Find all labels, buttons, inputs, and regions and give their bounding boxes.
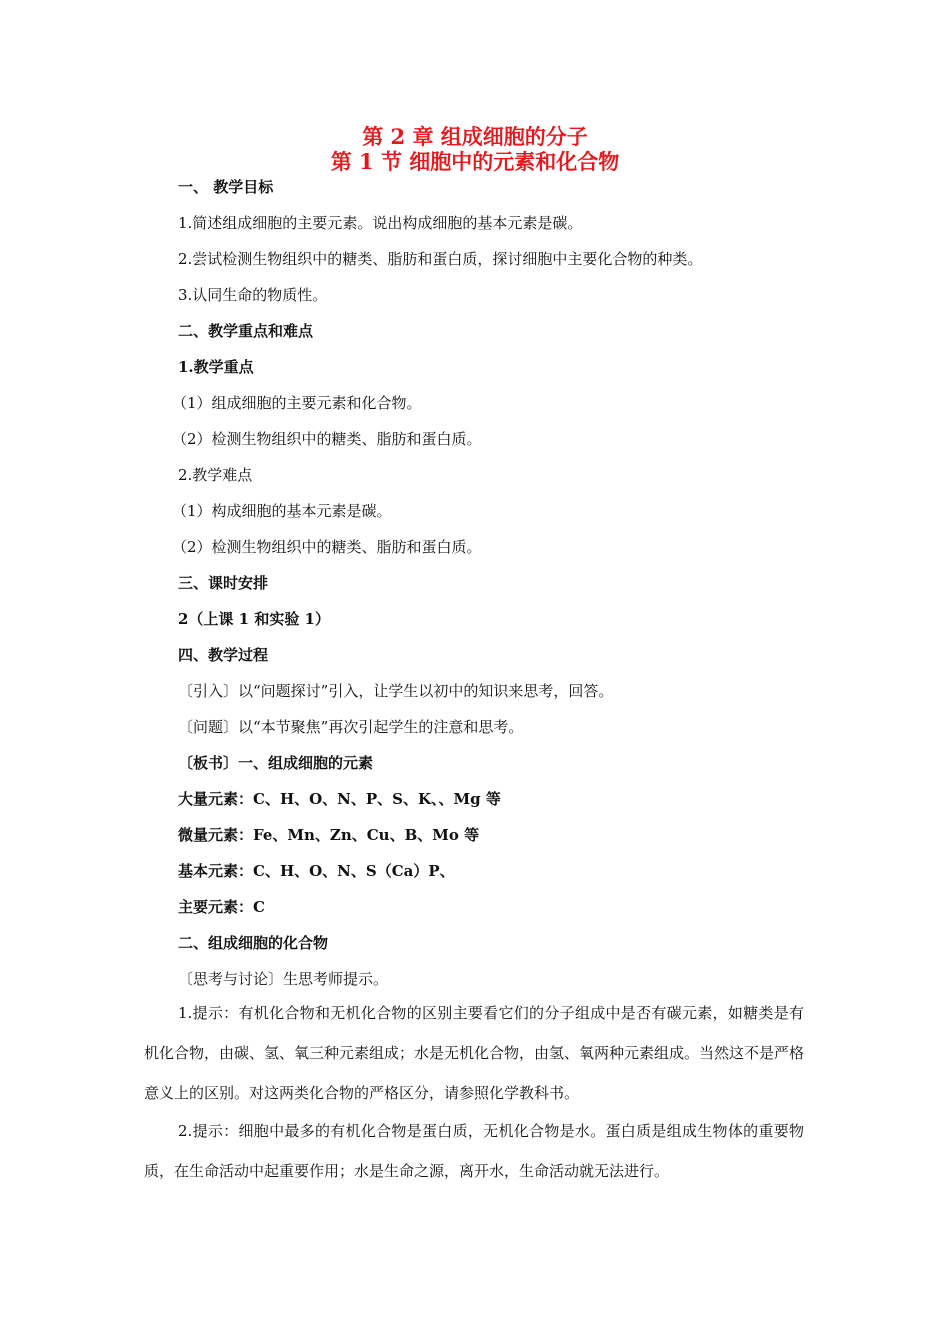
- heading-compounds: 二、组成细胞的化合物: [178, 934, 329, 952]
- hint-paragraph-2: 2.提示：细胞中最多的有机化合物是蛋白质，无机化合物是水。蛋白质是组成生物体的重要物质，在生命活动中起重要作用；水是生命之源，离开水，生命活动就无法进行。: [144, 1122, 804, 1180]
- key-point-1: （1）组成细胞的主要元素和化合物。: [172, 394, 422, 412]
- hint-paragraph-1: 1.提示：有机化合物和无机化合物的区别主要看它们的分子组成中是否有碳元素，如糖类是有机化合物，由碳、氢、氧三种元素组成；水是无机化合物，由氢、氧两种元素组成。当然这不是严格意义上的区别。对这两类化合物的严格区分，请参照化学教科书。: [144, 1004, 805, 1102]
- basic-elements: 基本元素：C、H、O、N、S（Ca）P、: [178, 862, 455, 880]
- heading-difficult-points: 2.教学难点: [178, 466, 253, 484]
- key-point-2: （2）检测生物组织中的糖类、脂肪和蛋白质。: [172, 430, 482, 448]
- macro-elements: 大量元素：C、H、O、N、P、S、K、、Mg 等: [178, 790, 501, 808]
- chapter-title: 第 2 章 组成细胞的分子: [362, 124, 588, 149]
- board-heading: 〔板书〕一、组成细胞的元素: [178, 754, 374, 772]
- difficult-point-2: （2）检测生物组织中的糖类、脂肪和蛋白质。: [172, 538, 482, 556]
- heading-key-difficult: 二、教学重点和难点: [178, 322, 314, 340]
- difficult-point-1: （1）构成细胞的基本元素是碳。: [172, 502, 392, 520]
- main-elements: 主要元素：C: [178, 898, 265, 916]
- process-intro: 〔引入〕以“问题探讨”引入，让学生以初中的知识来思考，回答。: [178, 682, 614, 700]
- heading-key-points: 1.教学重点: [178, 358, 254, 376]
- heading-teaching-goals: 一、 教学目标: [178, 178, 274, 196]
- goal-item-1: 1.简述组成细胞的主要元素。说出构成细胞的基本元素是碳。: [178, 214, 583, 232]
- heading-teaching-process: 四、教学过程: [178, 646, 269, 664]
- discussion-line: 〔思考与讨论〕生思考师提示。: [178, 970, 389, 988]
- heading-schedule: 三、课时安排: [178, 574, 269, 592]
- schedule-content: 2（上课 1 和实验 1）: [178, 610, 330, 628]
- goal-item-3: 3.认同生命的物质性。: [178, 286, 328, 304]
- section-title: 第 1 节 细胞中的元素和化合物: [330, 149, 620, 174]
- goal-item-2: 2.尝试检测生物组织中的糖类、脂肪和蛋白质，探讨细胞中主要化合物的种类。: [178, 250, 703, 268]
- micro-elements: 微量元素：Fe、Mn、Zn、Cu、B、Mo 等: [178, 826, 480, 844]
- process-question: 〔问题〕以“本节聚焦”再次引起学生的注意和思考。: [178, 718, 524, 736]
